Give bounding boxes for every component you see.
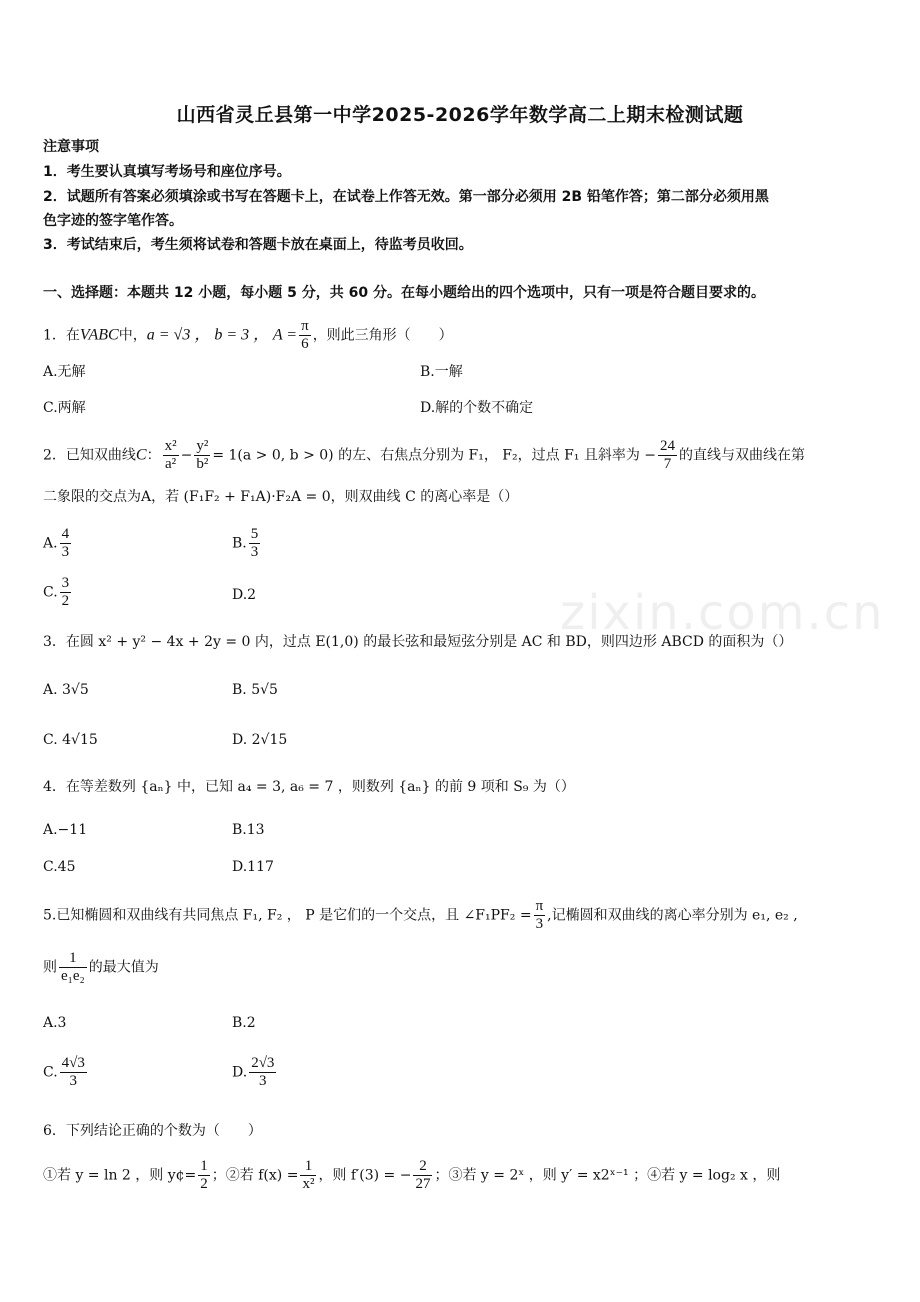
fraction-numerator: 2√3 <box>251 1055 275 1071</box>
fraction-denominator: 3 <box>61 544 70 560</box>
q1-prefix: 1．在 <box>43 327 80 344</box>
q2-prefix: 2．已知双曲线 <box>43 447 136 464</box>
fraction-numerator: 4√3 <box>61 1055 85 1071</box>
q5-ask: 的最大值为 <box>88 959 159 976</box>
q2-suffix: 的直线与双曲线在第 <box>679 447 806 464</box>
q2-option-b <box>232 526 262 561</box>
fraction-numerator: 1 <box>59 950 87 968</box>
fraction-numerator: π <box>535 898 544 914</box>
q4-option-a: A.−11 <box>43 822 88 838</box>
q1-angle-fraction <box>299 318 311 353</box>
fraction-denominator: 3 <box>250 544 259 560</box>
fraction-numerator: y² <box>196 438 209 454</box>
fraction-denominator: 3 <box>535 916 544 932</box>
q5-angle-fraction <box>534 898 546 933</box>
q1-option-b: B.一解 <box>420 364 463 380</box>
q4-option-c: C.45 <box>43 859 76 875</box>
fraction-numerator: 2 <box>413 1158 432 1176</box>
q6-statement-2: ；②若 f(x) = <box>211 1167 299 1184</box>
question-2-line-1: 2．已知双曲线C： $\frac{\text{x²}}{\text{a²}}$ − $\frac{\text{y²}}{\text{b²}}$ = 1(a > 0, b > 0) 的左、右焦点分别为 F₁， F₂，过点 F₁ 且斜率为 − $\frac{24}{7}$ 的直线与双曲线在第 <box>43 438 806 472</box>
q2-condition: = 1(a > 0, b > 0) 的左、右焦点分别为 F₁， F₂，过点 F₁ 且斜率为 − <box>212 447 657 464</box>
q2-y-fraction <box>194 438 210 473</box>
fraction-denominator: 2 <box>61 593 70 609</box>
q3-option-d: D. 2√15 <box>232 732 288 748</box>
q5-ratio-fraction <box>59 950 87 985</box>
fraction-denominator: a² <box>165 456 177 472</box>
q5-option-a: A.3 <box>43 1015 67 1031</box>
fraction-denominator: 3 <box>69 1073 78 1089</box>
fraction-denominator: e₁e₂ <box>61 968 85 984</box>
q2-option-a <box>43 526 73 561</box>
fraction-numerator: 1 <box>300 1158 316 1176</box>
fraction-denominator: b² <box>196 456 209 472</box>
fraction-denominator: 7 <box>663 456 672 472</box>
fraction-numerator: π <box>301 318 309 334</box>
option-fraction <box>60 526 72 561</box>
q1-option-a: A.无解 <box>43 364 86 380</box>
q1-triangle: VABC <box>79 326 119 344</box>
q1-option-d: D.解的个数不确定 <box>420 400 534 416</box>
q5-then: 则 <box>43 959 57 976</box>
option-label: C. <box>43 1064 58 1081</box>
q6-statement-2b: ，则 f′(3) = − <box>318 1167 412 1184</box>
notice-heading: 注意事项 <box>43 139 99 155</box>
option-label: A. <box>43 535 58 552</box>
q6-statement-1: ①若 y = ln 2 ，则 y¢= <box>43 1167 197 1184</box>
q2-x-fraction <box>163 438 179 473</box>
option-label: B. <box>232 535 247 552</box>
option-label: D. <box>232 1064 248 1081</box>
q2-option-d: D.2 <box>232 587 257 603</box>
q1-mid: 中， <box>118 327 147 344</box>
q1-option-c: C.两解 <box>43 400 86 416</box>
option-fraction <box>249 1055 276 1090</box>
q4-option-d: D.117 <box>232 859 274 875</box>
question-6: 6．下列结论正确的个数为（ ） <box>43 1123 262 1139</box>
notice-item: 色字迹的签字笔作答。 <box>43 213 183 229</box>
notice-item: 2．试题所有答案必须填涂或书写在答题卡上，在试卷上作答无效。第一部分必须用 2B 铅笔作答；第二部分必须用黑 <box>43 189 769 205</box>
q5-option-b: B.2 <box>232 1015 256 1031</box>
q4-option-b: B.13 <box>232 822 265 838</box>
question-6-statements <box>43 1158 780 1193</box>
q3-option-a: A. 3√5 <box>43 682 89 698</box>
fraction-numerator: 1 <box>200 1158 208 1174</box>
question-4: 4．在等差数列 {aₙ} 中，已知 a₄ = 3, a₆ = 7 ，则数列 {aₙ} 的前 9 项和 S₉ 为（） <box>43 779 575 795</box>
q6-fraction-3 <box>413 1158 432 1193</box>
watermark: zixin.com.cn <box>560 585 885 641</box>
option-fraction <box>60 1055 87 1090</box>
q5-prefix: 5.已知椭圆和双曲线有共同焦点 F₁, F₂ ， P 是它们的一个交点，且 ∠F₁PF₂ = <box>43 907 532 924</box>
option-fraction <box>249 526 261 561</box>
q6-fraction-2 <box>300 1158 316 1193</box>
question-5-line-2 <box>43 950 159 985</box>
fraction-denominator: x² <box>302 1176 315 1192</box>
fraction-numerator: 5 <box>250 526 259 542</box>
section-heading: 一、选择题：本题共 12 小题，每小题 5 分，共 60 分。在每小题给出的四个选项中，只有一项是符合题目要求的。 <box>43 285 765 301</box>
q3-option-c: C. 4√15 <box>43 732 98 748</box>
option-fraction <box>60 575 72 610</box>
q2-option-c <box>43 575 73 610</box>
q2-slope-fraction <box>658 438 677 473</box>
fraction-denominator: 2 <box>200 1176 208 1192</box>
q6-statement-3-4: ；③若 y = 2ˣ ，则 y′ = x2ˣ⁻¹ ；④若 y = log₂ x ，则 <box>434 1167 781 1184</box>
q5-suffix: ,记椭圆和双曲线的离心率分别为 e₁, e₂ , <box>547 907 798 924</box>
q5-option-c <box>43 1055 89 1090</box>
page-title: 山西省灵丘县第一中学2025-2026学年数学高二上期末检测试题 <box>176 104 744 126</box>
q1-suffix: ，则此三角形（ ） <box>312 327 453 344</box>
question-3: 3．在圆 x² + y² − 4x + 2y = 0 内，过点 E(1,0) 的最长弦和最短弦分别是 AC 和 BD，则四边形 ABCD 的面积为（） <box>43 634 793 650</box>
question-5-line-1 <box>43 898 798 933</box>
fraction-numerator: 24 <box>660 438 676 454</box>
q2-colon: ： <box>146 447 161 464</box>
option-label: C. <box>43 584 58 601</box>
notice-item: 1．考生要认真填写考场号和座位序号。 <box>43 164 291 180</box>
notice-item: 3．考试结束后，考生须将试卷和答题卡放在桌面上，待监考员收回。 <box>43 237 473 253</box>
q6-fraction-1 <box>198 1158 210 1193</box>
fraction-denominator: 6 <box>301 336 309 352</box>
q1-condition: a = √3 ， b = 3 ， A = <box>146 326 298 344</box>
fraction-numerator: x² <box>164 438 177 454</box>
fraction-denominator: 27 <box>415 1176 431 1192</box>
question-2-line-2: 二象限的交点为A，若 (F₁F₂ + F₁A)·F₂A = 0，则双曲线 C 的离心率是（） <box>43 489 519 505</box>
q3-option-b: B. 5√5 <box>232 682 278 698</box>
q2-curve: C <box>135 446 147 464</box>
fraction-numerator: 4 <box>61 526 70 542</box>
fraction-denominator: 3 <box>259 1073 267 1089</box>
question-1 <box>43 318 453 353</box>
fraction-numerator: 3 <box>61 575 70 591</box>
q5-option-d <box>232 1055 278 1090</box>
